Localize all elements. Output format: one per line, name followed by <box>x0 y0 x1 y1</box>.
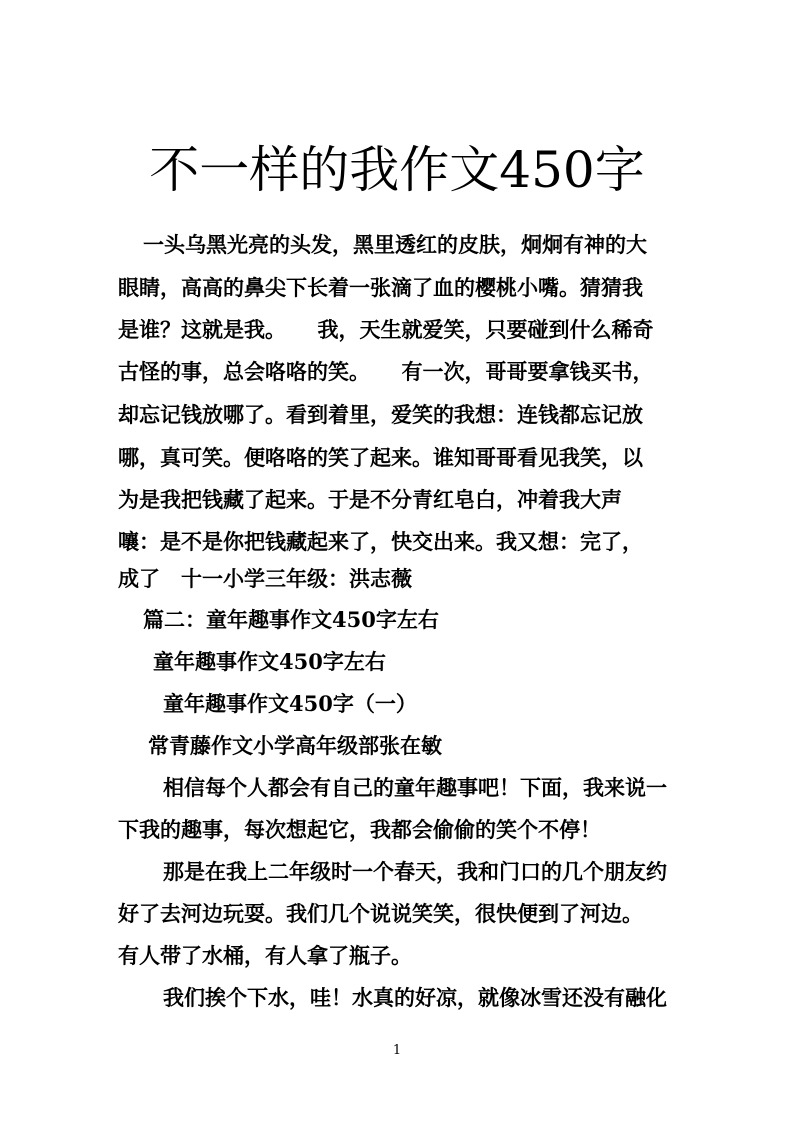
page-number: 1 <box>392 1043 402 1058</box>
author-line: 常青藤作文小学高年级部张在敏 <box>148 733 442 758</box>
paragraph-line: 有人带了水桶，有人拿了瓶子。 <box>118 943 412 968</box>
document-title: 不一样的我作文450字 <box>149 141 645 199</box>
paragraph-line: 是谁？这就是我。 我，天生就爱笑，只要碰到什么稀奇 <box>118 317 654 342</box>
paragraph-line: 古怪的事，总会咯咯的笑。 有一次，哥哥要拿钱买书， <box>118 359 654 384</box>
paragraph-line: 哪，真可笑。便咯咯的笑了起来。谁知哥哥看见我笑，以 <box>118 445 643 470</box>
paragraph-line: 下我的趣事，每次想起它，我都会偷偷的笑个不停！ <box>118 817 601 842</box>
paragraph-line: 一头乌黑光亮的头发，黑里透红的皮肤，炯炯有神的大 <box>143 232 647 257</box>
paragraph-line: 却忘记钱放哪了。看到着里，爱笑的我想：连钱都忘记放 <box>118 402 643 427</box>
paragraph-line: 眼睛，高高的鼻尖下长着一张滴了血的樱桃小嘴。猜猜我 <box>118 275 643 300</box>
paragraph-line: 嚷：是不是你把钱藏起来了，快交出来。我又想：完了， <box>118 529 643 554</box>
paragraph-line: 好了去河边玩耍。我们几个说说笑笑，很快便到了河边。 <box>118 901 643 926</box>
section-heading: 篇二：童年趣事作文450字左右 <box>143 607 439 632</box>
section-heading: 童年趣事作文450字（一） <box>163 691 417 716</box>
paragraph-line: 成了 十一小学三年级：洪志薇 <box>118 566 412 591</box>
paragraph-line: 为是我把钱藏了起来。于是不分青红皂白，冲着我大声 <box>118 487 622 512</box>
paragraph-line: 相信每个人都会有自己的童年趣事吧！下面，我来说一 <box>163 775 667 800</box>
paragraph-line: 那是在我上二年级时一个春天，我和门口的几个朋友约 <box>163 859 667 884</box>
section-heading: 童年趣事作文450字左右 <box>153 649 386 674</box>
paragraph-line: 我们挨个下水，哇！水真的好凉，就像冰雪还没有融化 <box>163 985 667 1010</box>
